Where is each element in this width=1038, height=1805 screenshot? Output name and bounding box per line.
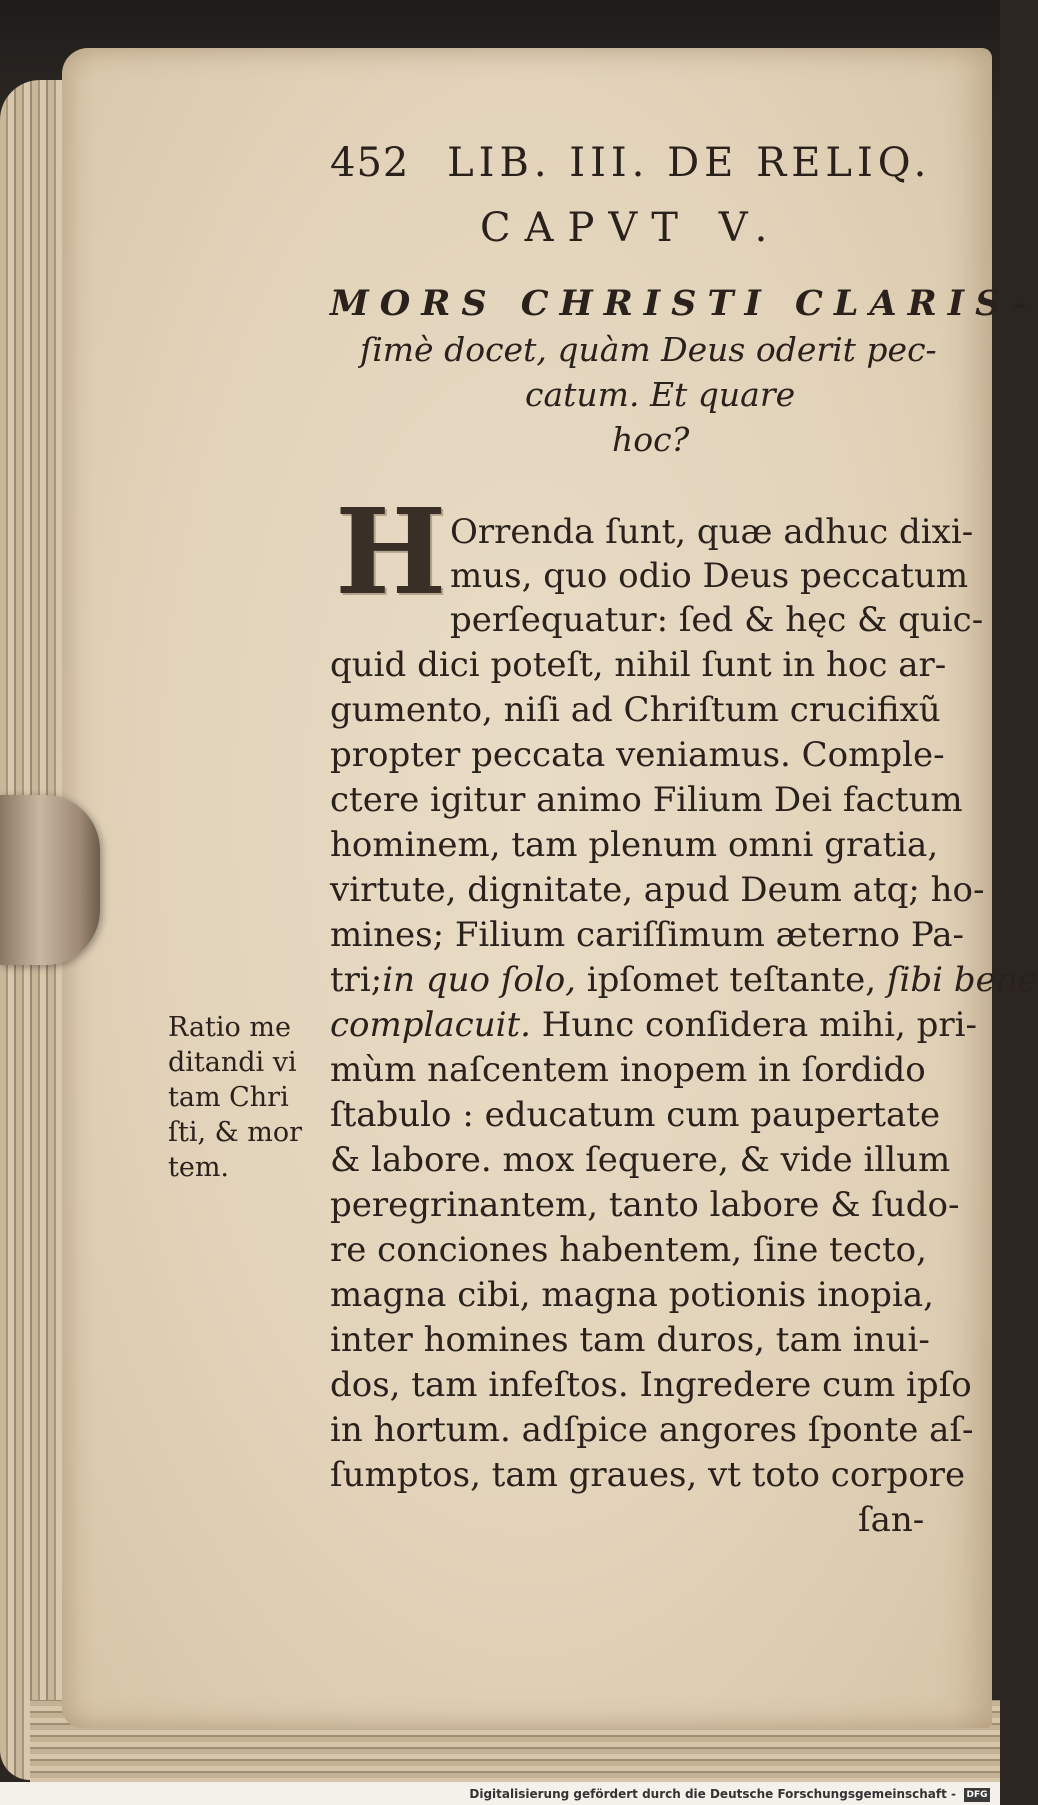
text-line: virtute, dignitate, apud Deum atq; ho- xyxy=(330,870,985,910)
text-line: ſtabulo : educatum cum paupertate xyxy=(330,1095,941,1135)
text-line: magna cibi, magna potionis inopia, xyxy=(330,1275,934,1315)
text-line: ſumptos, tam graues, vt toto corpore xyxy=(330,1455,966,1495)
running-title: LIB. III. DE RELIQ. xyxy=(447,140,932,186)
summary-line: hoc? xyxy=(612,420,690,459)
margin-note-line: Ratio me xyxy=(168,1012,291,1043)
running-header xyxy=(330,140,930,186)
text-line: hominem, tam plenum omni gratia, xyxy=(330,825,939,865)
text-line: gumento, niſi ad Chriſtum crucifixũ xyxy=(330,690,941,730)
page-number: 452 xyxy=(330,140,410,186)
digitization-footer xyxy=(0,1782,1000,1805)
text-italic: ſibi bene xyxy=(886,960,1038,1000)
text-line: mus, quo odio Deus peccatum xyxy=(450,556,969,596)
text-line: & labore. mox ſequere, & vide illum xyxy=(330,1140,951,1180)
text-fragment: ipſomet teſtante, xyxy=(575,960,887,1000)
text-line: in hortum. adſpice angores ſponte aſ- xyxy=(330,1410,974,1450)
dfg-logo: DFG xyxy=(964,1788,990,1802)
text-line: ctere igitur animo Filium Dei factum xyxy=(330,780,963,820)
text-line: Orrenda ſunt, quæ adhuc dixi- xyxy=(450,512,974,552)
text-line: inter homines tam duros, tam inui- xyxy=(330,1320,930,1360)
margin-note-line: tem. xyxy=(168,1152,230,1183)
summary-lead: MORS CHRISTI CLARIS- xyxy=(330,283,1038,324)
text-line: re conciones habentem, ſine tecto, xyxy=(330,1230,927,1270)
page-clip xyxy=(0,795,100,965)
summary-line: catum. Et quare xyxy=(525,375,796,414)
text-line: peregrinantem, tanto labore & ſudo- xyxy=(330,1185,960,1225)
margin-note-line: tam Chri xyxy=(168,1082,289,1113)
text-italic: in quo ſolo, xyxy=(382,960,576,1000)
text-line: mùm naſcentem inopem in ſordido xyxy=(330,1050,926,1090)
text-fragment: Hunc conſidera mihi, pri- xyxy=(530,1005,978,1045)
text-italic: complacuit. xyxy=(330,1005,531,1045)
margin-note-line: ditandi vi xyxy=(168,1047,297,1078)
summary-line: ſimè docet, quàm Deus oderit pec- xyxy=(360,330,937,369)
catchword: ſan- xyxy=(858,1500,925,1540)
text-line xyxy=(330,960,1038,1000)
text-line: mines; Filium cariſſimum æterno Pa- xyxy=(330,915,964,955)
drop-capital: H xyxy=(335,482,447,621)
text-line xyxy=(330,1005,977,1045)
text-fragment: tri; xyxy=(330,960,383,1000)
footer-text: Digitalisierung gefördert durch die Deutsche Forschungsgemeinschaft - xyxy=(469,1787,956,1801)
text-line: quid dici poteſt, nihil ſunt in hoc ar- xyxy=(330,645,947,685)
text-line: dos, tam infeſtos. Ingredere cum ipſo xyxy=(330,1365,972,1405)
text-line: perſequatur: ſed & hęc & quic- xyxy=(450,600,984,640)
text-line: propter peccata veniamus. Comple- xyxy=(330,735,945,775)
margin-note-line: ſti, & mor xyxy=(168,1117,303,1148)
chapter-title: CAPVT V. xyxy=(480,205,782,251)
